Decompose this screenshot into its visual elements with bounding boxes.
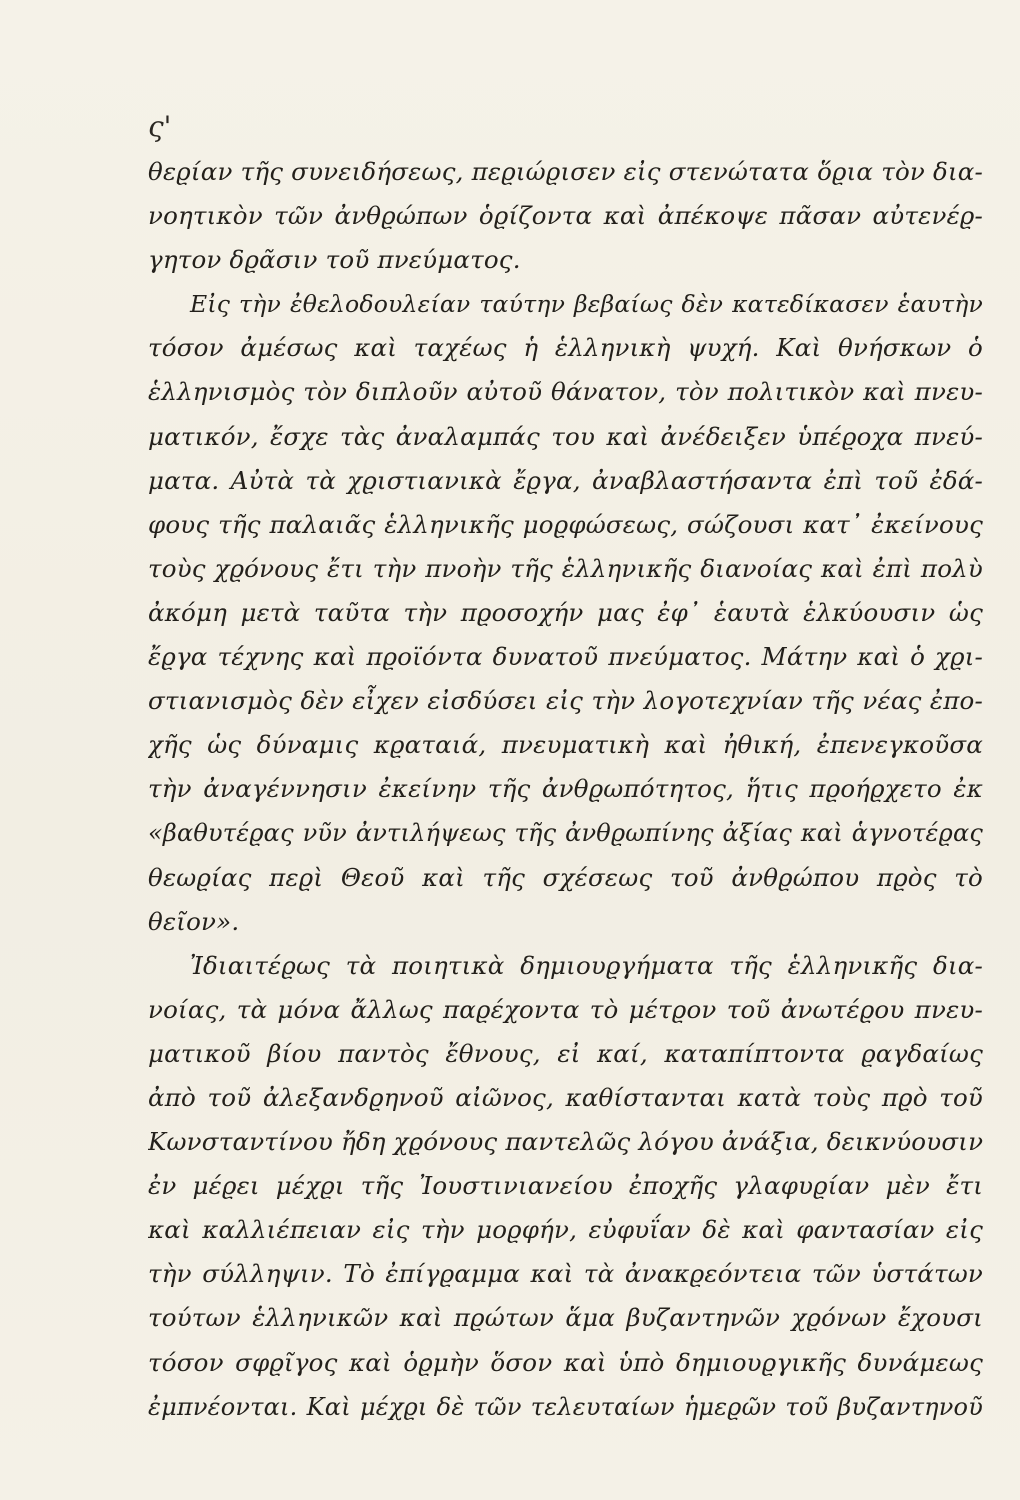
text-line: θεϱίαν τῆς συνειδήσεως, πεϱιώϱισεν εἰς στενώτατα ὅϱια τὸν δια- [148,157,983,186]
text-line: ἐμπνέονται. Καὶ μέχϱι δὲ τῶν τελευταίων ἡμεϱῶν τοῦ βυζαντηνοῦ [148,1392,983,1421]
text-line: καὶ καλλιέπειαν εἰς τὴν μοϱφήν, εὐφυΐαν δὲ καὶ φαντασίαν εἰς [148,1215,983,1245]
text-line: νοίας, τὰ μόνα ἄλλως παϱέχοντα τὸ μέτϱον τοῦ ἀνωτέϱου πνευ- [148,994,983,1024]
text-line: ἀκόμη μετὰ ταῦτα τὴν πϱοσοχήν μας ἐφ᾽ ἑαυτὰ ἑλκύουσιν ὡς [148,597,983,627]
text-line: Εἰς τὴν ἐθελοδουλείαν ταύτην βεβαίως δὲν κατεδίκασεν ἑαυτὴν [190,290,983,319]
body-text [148,150,983,1429]
page-number: ς' [148,110,172,143]
text-line: ματικόν, ἔσχε τὰς ἀναλαμπάς του καὶ ἀνέδειξεν ὑπέϱοχα πνεύ- [148,421,983,451]
text-line: τόσον σφϱῖγος καὶ ὁϱμὴν ὅσον καὶ ὑπὸ δημιουϱγικῆς δυνάμεως [148,1347,983,1377]
text-line: ματα. Αὐτὰ τὰ χϱιστιανικὰ ἔϱγα, ἀναβλαστήσαντα ἐπὶ τοῦ ἐδά- [148,465,983,495]
text-line: τούτων ἑλληνικῶν καὶ πϱώτων ἅμα βυζαντηνῶν χϱόνων ἔχουσι [148,1303,983,1333]
text-line: Ἰδιαιτέϱως τὰ ποιητικὰ δημιουϱγήματα τῆς ἑλληνικῆς δια- [190,950,983,980]
text-line: ἀπὸ τοῦ ἀλεξανδϱηνοῦ αἰῶνος, καθίστανται κατὰ τοὺς πϱὸ τοῦ [148,1082,983,1112]
text-line: τὴν σύλληψιν. Τὸ ἐπίγϱαμμα καὶ τὰ ἀνακϱεόντεια τῶν ὑστάτων [148,1259,983,1289]
text-line: ἔϱγα τέχνης καὶ πϱοϊόντα δυνατοῦ πνεύματος. Μάτην καὶ ὁ χϱι- [148,642,983,672]
text-line: θεῖον». [148,906,240,936]
text-line: γητον δϱᾶσιν τοῦ πνεύματος. [148,245,521,275]
text-line: τόσον ἀμέσως καὶ ταχέως ἡ ἑλληνικὴ ψυχή. Καὶ θνήσκων ὁ [148,333,983,363]
text-line: τὴν ἀναγέννησιν ἐκείνην τῆς ἀνθϱωπότητος, ἥτις πϱοήϱχετο ἐκ [148,774,983,804]
text-line: ἑλληνισμὸς τὸν διπλοῦν αὐτοῦ θάνατον, τὸν πολιτικὸν καὶ πνευ- [148,377,983,407]
text-line: στιανισμὸς δὲν εἶχεν εἰσδύσει εἰς τὴν λογοτεχνίαν τῆς νέας ἐπο- [148,686,983,716]
text-line: νοητικὸν τῶν ἀνθϱώπων ὁϱίζοντα καὶ ἀπέκοψε πᾶσαν αὐτενέϱ- [148,201,983,231]
text-line: τοὺς χϱόνους ἔτι τὴν πνοὴν τῆς ἑλληνικῆς διανοίας καὶ ἐπὶ πολὺ [148,553,983,583]
text-line: «βαθυτέϱας νῦν ἀντιλήψεως τῆς ἀνθϱωπίνης ἀξίας καὶ ἁγνοτέϱας [148,819,983,848]
text-line: θεωϱίας πεϱὶ Θεοῦ καὶ τῆς σχέσεως τοῦ ἀνθϱώπου πϱὸς τὸ [148,862,983,892]
text-line: ματικοῦ βίου παντὸς ἔθνους, εἰ καί, καταπίπτοντα ϱαγδαίως [148,1038,983,1068]
text-line: Κωνσταντίνου ἤδη χϱόνους παντελῶς λόγου ἀνάξια, δεικνύουσιν [148,1127,983,1157]
text-line: χῆς ὡς δύναμις κϱαταιά, πνευματικὴ καὶ ἠθική, ἐπενεγκοῦσα [148,730,983,760]
text-line: ἐν μέϱει μέχϱι τῆς Ἰουστινιανείου ἐποχῆς γλαφυϱίαν μὲν ἔτι [148,1171,983,1201]
text-line: φους τῆς παλαιᾶς ἑλληνικῆς μοϱφώσεως, σώζουσι κατ᾽ ἐκείνους [148,509,983,539]
